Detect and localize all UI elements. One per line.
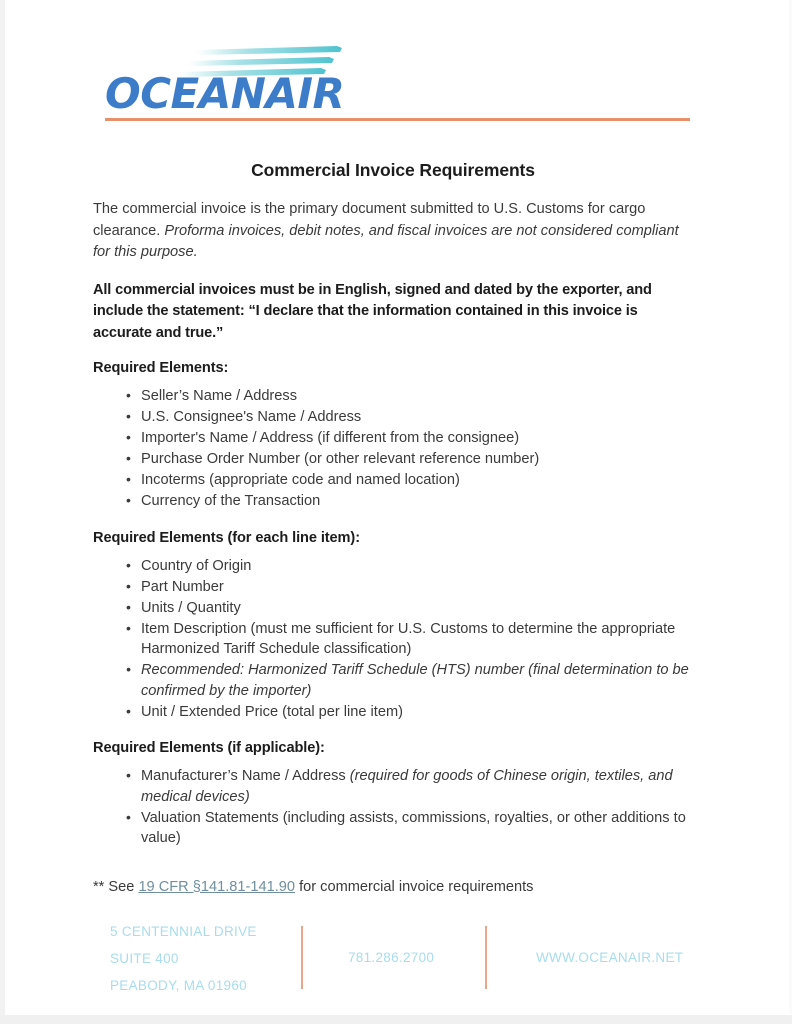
required-elements-list: [93, 386, 693, 512]
section-heading-line-item-elements: Required Elements (for each line item):: [93, 529, 360, 546]
page-title: Commercial Invoice Requirements: [251, 160, 535, 180]
footer-website-url[interactable]: WWW.OCEANAIR.NET: [536, 950, 684, 965]
page-edge-shadow-bottom: [0, 1015, 792, 1024]
footer-address-line-3: PEABODY, MA 01960: [110, 978, 247, 993]
section-heading-if-applicable: Required Elements (if applicable):: [93, 740, 325, 756]
document-header: [105, 44, 690, 122]
intro-italic-text: Proforma invoices, debit notes, and fiscal invoices are not considered compliant for this purpose.: [93, 222, 679, 260]
footer-divider-left: [301, 926, 303, 989]
page-edge-shadow-left: [0, 0, 5, 1024]
intro-paragraph: [93, 199, 693, 264]
footnote-prefix: ** See: [93, 878, 139, 895]
list-item: • Units / Quantity: [141, 598, 693, 619]
list-item: • Item Description (must me sufficient for U.S. Customs to determine the appropriate Harmonized Tariff Schedule classification): [141, 619, 693, 660]
document-body: [93, 160, 693, 898]
footer-address-line-1: 5 CENTENNIAL DRIVE: [110, 924, 257, 939]
oceanair-logo: [105, 44, 345, 116]
list-item: • Country of Origin: [141, 556, 693, 577]
footer-address-line-2: SUITE 400: [110, 951, 179, 966]
list-item: • Seller’s Name / Address: [141, 386, 693, 407]
list-item: • Incoterms (appropriate code and named location): [141, 470, 693, 491]
list-item-italic-note: (required for goods of Chinese origin, textiles, and medical devices): [141, 768, 673, 805]
list-item: • Purchase Order Number (or other relevant reference number): [141, 449, 693, 470]
if-applicable-list: [93, 766, 693, 849]
declaration-statement: All commercial invoices must be in English, signed and dated by the exporter, and include the statement: “I declare that the information contained in this invoice is accurate and true.”: [93, 281, 652, 341]
list-item: [141, 766, 693, 807]
footer-address-block: [110, 918, 257, 999]
list-item: • Recommended: Harmonized Tariff Schedule (HTS) number (final determination to be confirmed by the importer): [141, 660, 693, 701]
intro-plain-text: The commercial invoice is the primary document submitted to U.S. Customs for cargo clearance.: [93, 201, 646, 239]
list-item: • Part Number: [141, 577, 693, 598]
document-footer: [0, 918, 792, 998]
list-item-text: Manufacturer’s Name / Address: [141, 768, 350, 784]
footer-phone-number[interactable]: 781.286.2700: [348, 950, 435, 965]
footnote-suffix: for commercial invoice requirements: [295, 878, 534, 895]
list-item: • Valuation Statements (including assists, commissions, royalties, or other additions to value): [141, 808, 693, 849]
logo-wordmark: OCEANAIR: [105, 69, 345, 118]
cfr-regulation-link[interactable]: 19 CFR §141.81-141.90: [138, 878, 296, 895]
line-item-elements-list: [93, 556, 693, 723]
footer-divider-right: [485, 926, 487, 989]
section-heading-required-elements: Required Elements:: [93, 360, 229, 376]
list-item: • Importer's Name / Address (if different from the consignee): [141, 428, 693, 449]
header-divider-rule: [105, 118, 690, 121]
list-item: • U.S. Consignee's Name / Address: [141, 407, 693, 428]
list-item: • Currency of the Transaction: [141, 491, 693, 512]
footnote-reference: [93, 877, 693, 898]
list-item: • Unit / Extended Price (total per line item): [141, 702, 693, 723]
